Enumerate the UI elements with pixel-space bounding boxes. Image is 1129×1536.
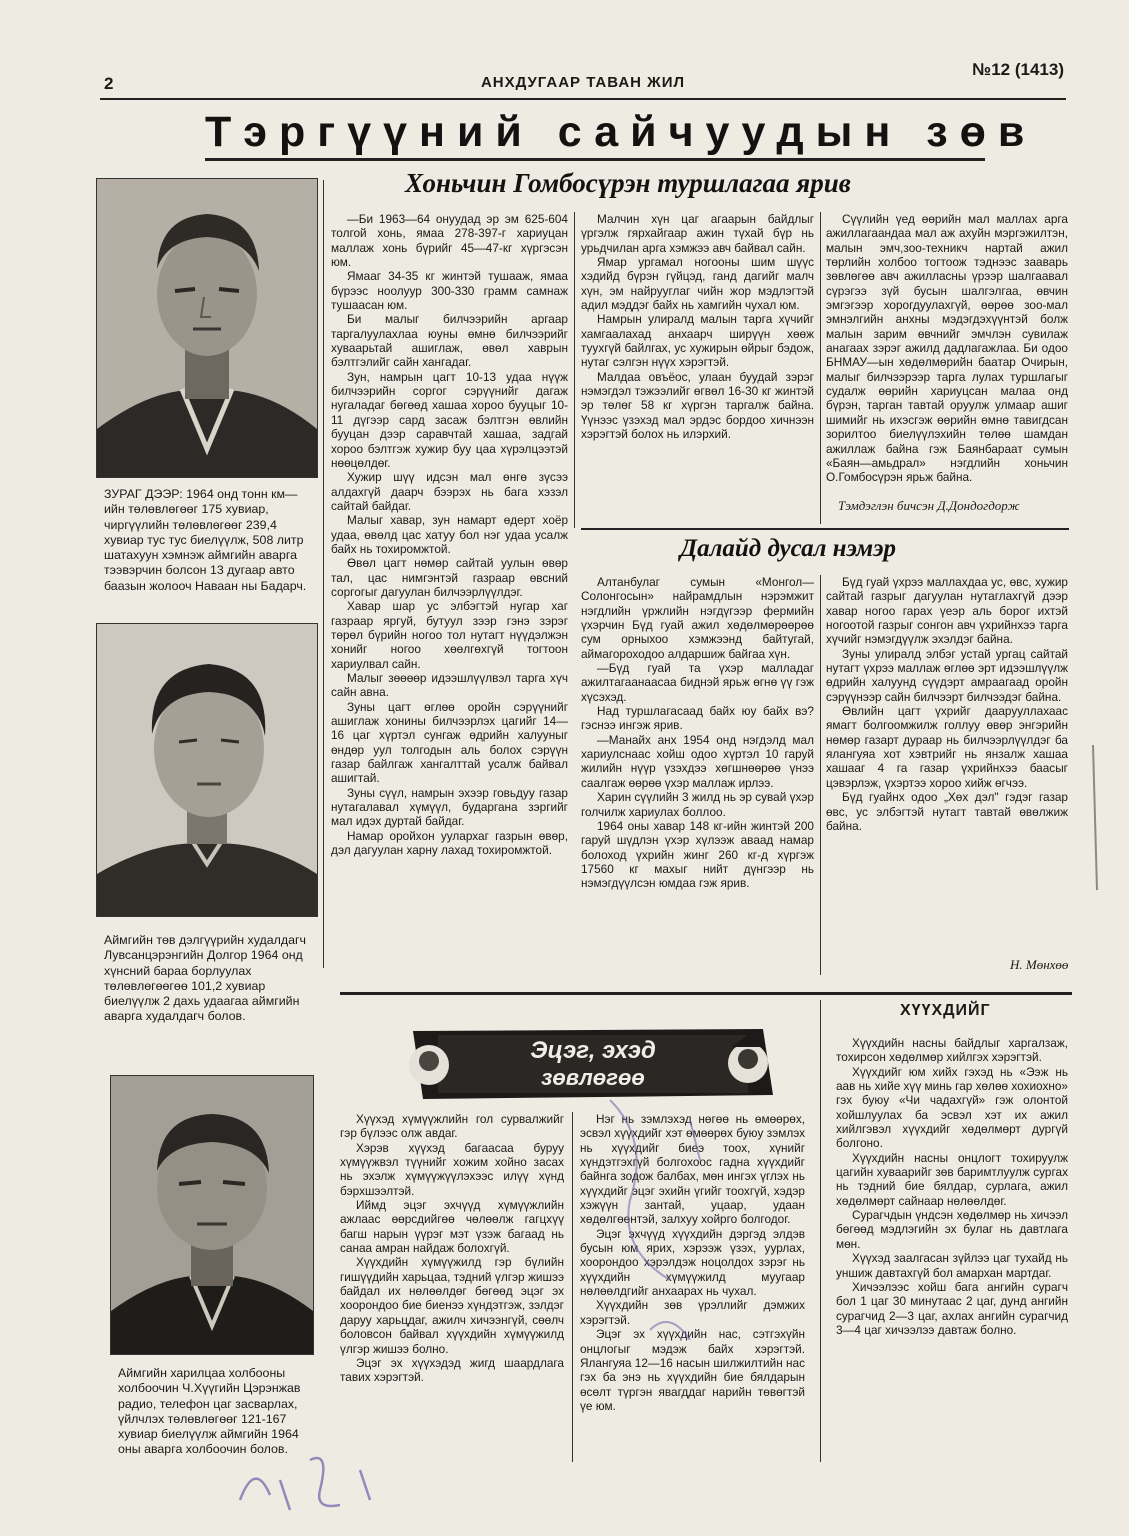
paragraph: Хүүхдийн хүмүүжилд гэр бүлийн гишүүдийн харьцаа, тэдний үлгэр жишээ байдал их нөлөөлдөг бөгөөд эцэг эх хоорондоо бие биенээ хүндэтгэж, зэлдэг даруу харьцдаг, ажилч хичээнгүй, сөөлч боловсон байвал хүүхдийн хүмүүжилд үлгэр жишээ болно. [340, 1255, 564, 1356]
paragraph: Хүүхдийг юм хийх гэхэд нь «Ээж нь аав нь хийе хүү минь гар хөлөө хохиохно» гэх буюу «Чи чадахгүй» гэж олонтой хойшлуулах ба эсвэл хэт их ажил хийлгэвэл хүүхдийг хөдөлмөрт дургүй болгоно. [836, 1064, 1068, 1151]
paragraph: Харин сүүлийн 3 жилд нь эр сувай үхэр голчилж хариулах боллоо. [581, 790, 814, 819]
paragraph: Ямар ургамал ногооны шим шүүс хэдийд бүрэн гүйцэд, ганд дагийг малч хүн, эм найрууглаг чийн жор мэдлэгтэй адил мэддэг байх нь хамгийн чухал юм. [581, 255, 814, 313]
article1-byline: Тэмдэглэн бичсэн Д.Дондогдорж [838, 498, 1020, 513]
photo-tserenjav [110, 1075, 314, 1355]
section-divider-bottom [340, 992, 1072, 995]
paragraph: —Би 1963—64 онуудад эр эм 625-604 толгой хонь, ямаа 278-397-г хариуцан маллаж хонь бүрийг 45—47-кг хүргэсэн юм. [331, 212, 568, 270]
handwritten-ink-scribbles [590, 1080, 750, 1380]
paragraph: Малчин хүн цаг агаарын байдлыг үргэлж гярхайгаар ажин түхай бүр нь урьдчилан арга хэмжээ авч байвал сайн. [581, 212, 814, 255]
banner-line1: Эцэг, эхэд [530, 1037, 656, 1064]
paragraph: Хүүхдийн насны байдлыг харгалзаж, тохирсон хөдөлмөр хийлгэх хэрэгтэй. [836, 1036, 1068, 1065]
paragraph: Над туршлагасаад байх юу байх вэ? гэснээ ингэж ярив. [581, 704, 814, 733]
paragraph: Алтанбулаг сумын «Монгол—Солонгосын» найрамдлын нэрэмжит нэгдлийн үржлийн нэгдүгээр фермийн үхэрчин Бүд гуай ажил хөдөлмөрөөрөө сум орныхоо хэмжээнд байтугай, аймагороходоо алдаршиж байгаа хүн. [581, 575, 814, 661]
column-rule [820, 1000, 821, 1462]
headline-underline [205, 158, 985, 161]
caption-badarch: ЗУРАГ ДЭЭР: 1964 онд тонн км—ийн төлөвлөгөөг 175 хувиар, чиргүүлийн төлөвлөгөөг 239,4 хувиар тус тус биелүүлж, 508 литр шатахуун хэмнэж аймгийн аварга тээвэрчин болсон 13 дугаар авто баазын жолооч Наваан ны Бадарч. [104, 487, 307, 593]
paragraph: Зун, намрын цагт 10-13 удаа нүүж билчээрийн соргог сэрүүнийг дагаж нугаладаг бөгөөд хашаа хороо бууцыг 10-11 дүгээр сард засаж бэлтгэн өвлийн бууцан дээр саравчтай хашаа, задгай хороо бэлтгэж хужир буу цаа хүрэлцээтэй нөөцөлдөг. [331, 369, 568, 470]
paragraph: —Манайх анх 1954 онд нэгдэлд мал хариулснаас хойш одоо хүртэл 10 гаруй жилийн нүүр үзэхдээ хөгшнөөрөө үнээ саалгаж өөрөө үхэр маллаж ирлээ. [581, 732, 814, 790]
paragraph: Хүүхдийн зөв үрэллийг дэмжих хэрэгтэй. [580, 1298, 805, 1327]
paragraph: Хүүхэд заалгасан зүйлээ цаг тухайд нь уншиж давтахгүй бол амархан мартдаг. [836, 1251, 1068, 1280]
issue-number: №12 (1413) [972, 60, 1064, 79]
paragraph: Зуны цагт өглөө оройн сэрүүнийг ашиглаж хонины билчээрлэх цагийг 14—16 цаг хүртэл сунгаж өдрийн халууныг өндөр уул толгодын аль болох сэрүүн газар байлгаж хангалттай усалж байвал ашигтай. [331, 699, 568, 786]
article1-col3 [826, 212, 1068, 494]
article3-col1 [340, 1112, 564, 1462]
paragraph: Намрын улиралд малын тарга хүчийг хамгаалахад анхаарч ширүүн хөөж туухгүй байлгах, ус хужирын өйрыг бэдож, нутаг сэлгэн нүүх хэрэгтэй. [581, 312, 814, 370]
article2-col2 [826, 575, 1068, 935]
article1-title: Хоньчин Гомбосүрэн туршлагаа ярив [405, 168, 851, 198]
column-rule [572, 1112, 573, 1462]
paragraph: Хүүхэд хүмүүжлийн гол сурвалжийг гэр бүлээс олж авдаг. [340, 1112, 564, 1141]
paragraph: Би малыг билчээрийн аргаар таргалуулахлаа юуны өмнө билчээрийг хуваарьтай ашиглаж, өвөл хаврын бэлтгэлийг сайн хангадаг. [331, 312, 568, 370]
paragraph: Хичээлээс хойш бага ангийн сурагч бол 1 цаг 30 минутаас 2 цаг, дунд ангийн сурагчид 2—3 цаг, ахлах ангийн сурагчид 3—4 цаг хичээлээ давтаж болно. [836, 1279, 1068, 1337]
paragraph: Малыг зөөөөр идээшлүүлвэл тарга хүч сайн авна. [331, 671, 568, 700]
caption-dolgor: Аймгийн төв дэлгүүрийн худалдагч Лувсанцэрэнгийн Долгор 1964 онд хүнсний бараа борлуулах төлөвлөгөөгөө 101,2 хувиар биелүүлж 2 дахь удаагаа аймгийн аварга худалдагч болов. [104, 933, 306, 1024]
newspaper-title: АНХДУГААР ТАВАН ЖИЛ [480, 74, 686, 91]
paragraph: Эцэг эх хүүхэдэд жигд шаардлага тавих хэрэгтэй. [340, 1355, 564, 1385]
column-rule-left [323, 180, 324, 968]
section-divider [581, 528, 1069, 530]
page-header [100, 60, 1066, 100]
paragraph: Өвлийн цагт үхрийг даарууллахаас ямагт болгоомжилж голлуу өвөр энгэрийн нөмөр газарт дураар нь билчээрлүүлдэг ба ялангуяа хот хэвтрийг нь янзалж хашаа хашааг 4 га газар үхрийнхээ баасыг цэвэрлэж, үхэртээ хороо хийж өгчээ. [826, 704, 1068, 790]
page-number: 2 [104, 74, 114, 93]
paragraph: —Бүд гуай та үхэр малладаг ажилтагаанаасаа биднэй ярьж өгнө үү гэж хүсэхэд. [581, 661, 814, 704]
main-headline: Тэргүүний сайчуудын зөв [205, 108, 1037, 156]
paragraph: Сүүлийн үед өөрийн мал маллах арга ажиллагаандаа мал аж ахуйн мэргэжилтэн, малын эмч,зоо-техникч нартай ажил төрлийн холбоо тогтоож тэднээс зааварь зөвлөгөө авч ажилласны үрээр шалгаавал сүрэгээ зүй бусын шалгэлгаа, өвчин эмгэгээр хорогдуулахгүй, өөрөө зоо-мал эмнэлгийн анхны мэдэгдэхүүнтэй болж малын зарим өвчнийг эмчлэн сувилаж анагаах зэрэг ажилд дадлагажлаа. Би одоо БНМАУ—ын хөдөлмөрийн баатар Очирын, малыг билчээрээр тарга лулах туршлагыг судалж өөрийн хариуцсан малаа онд бүрэн, тарган тавтай оруулж улмаар ашиг шимийг нь ихэсгэж өөрийн өмнө тавигдсан зорилтоо биелүүлэхийн төлөө шамдан ажиллаж байна гэж Баянбараат сумын «Баян—амьдрал» нэгдлийн хоньчин О.Гомбосүрэн ярьж байна. [826, 212, 1068, 485]
article2-col1 [581, 575, 814, 980]
paragraph: Хэрэв хүүхэд багаасаа буруу хүмүүжвэл түүнийг хожим хойно засах нь эхэлж хүмүүжүүлэхээс илүү хүнд бэрхшээлтэй. [340, 1140, 564, 1198]
paragraph: Бүд гуай үхрээ маллахдаа ус, өвс, хужир сайтай газрыг дагуулан нутаглахгүй дээр хавар ногоо гарах үеэр аль борог ихтэй ногоотой газрыг сонгон авч үхрийнхээ тарга хүчийг нэмэгдүүлж эхэлдэг байна. [826, 575, 1068, 647]
photo-badarch [96, 178, 318, 478]
article2-signature: Н. Мөнхөө [1010, 957, 1069, 972]
paragraph: Хүүхдийн насны онцлогт тохируулж цагийн хуваарийг зөв баримтлуулж сургах нь тэдний бие бялдар, сурлага, ажил хөдөлмөрт сайнаар нөлөөлдөг. [836, 1150, 1068, 1208]
handwritten-ink-marks [220, 1420, 420, 1520]
paragraph: Эцэг эхчүүд хүүхдийн дэргэд элдэв бусын юм ярих, хэрээж үзэх, уурлах, хоорондоо хэрэлдэж ноцолдох зэрэг нь хүүхдийн хүмүүжилд муугаар нөлөөлдгийг анхаарах нь чухал. [580, 1226, 805, 1299]
banner-line2: зөвлөгөө [541, 1065, 645, 1090]
article1-col1 [331, 212, 568, 976]
paragraph: Бүд гуайнх одоо „Хөх дэл" гэдэг газар өвс, ус элбэгтэй нутагт тавтай өвөлжиж байна. [826, 790, 1068, 833]
article2-title: Далайд дусал нэмэр [680, 535, 896, 562]
paragraph: Хужир шүү идсэн мал өнгө зүсээ алдахгүй даарч бээрэх нь бага хэзэл сайтай байдаг. [331, 470, 568, 513]
caption-tserenjav: Аймгийн харилцаа холбооны холбоочин Ч.Хүүгийн Цэрэнжав радио, телефон цаг засварлах, үйлчлэх төлөвлөгөөг 121-167 хувиар биелүүлж аймгийн 1964 оны аварга холбоочин болов. [118, 1366, 301, 1457]
paragraph: Малыг хавар, зун намарт өдерт хоёр удаа, өвөлд цас хатуу бол нэг удаа усалж байх нь тохиромжтой. [331, 513, 568, 556]
paragraph: Эцэг эх хүүхдийн нас, сэтгэхүйн онцлогыг мэдэж байх хэрэгтэй. Ялангуяа 12—16 насын шилжилтийн нас гэх ба энэ нь хүүхдийн бие бялдарын өсөлт түргэн явагддаг нарийн төвөгтэй үе юм. [580, 1327, 805, 1413]
column-rule [820, 575, 821, 975]
article4-title: ХҮҮХДИЙГ [900, 1002, 991, 1019]
column-rule [574, 212, 575, 528]
paragraph: Иймд эцэг эхчүүд хүмүүжлийн ажлаас өөрсдийгөө чөлөөлж гагцхүү багш нарын үүрэг мэт үзэж багаад нь санаа амран найдаж болохгүй. [340, 1198, 564, 1256]
article4-col [836, 1036, 1068, 1456]
paragraph: Зуны сүүл, намрын эхээр говьдуу газар нутагалавал хүмүүл, бударгана зэргийг мал идэх дуртай байдаг. [331, 785, 568, 829]
column-rule [820, 212, 821, 524]
edge-mark [1085, 740, 1105, 900]
article1-col2 [581, 212, 814, 530]
paragraph: Намар оройхон уулархаг газрын өвөр, дэл дагуулан харну лахад тохиромжтой. [331, 828, 568, 858]
paragraph: Зуны улиралд элбэг устай ургац сайтай нутагт үхрээ маллаж өглөө эрт идээшлүүлж өдрийн халуунд сүүдэрт амраагаад оройн сэрүүнээр сайн билчээрт билчээдэг байна. [826, 646, 1068, 704]
paragraph: Хавар шар ус элбэгтэй нугар хаг газраар яргуй, бутуул зээр гэнэ зэрэг төрөл бүрийн ногоо тол нутагт нүүдэлжэн хонийг ногоо хөөлгөхгүй тогтоон хариулвал сайн. [331, 599, 568, 671]
paragraph: Нэг нь зэмлэхэд нөгөө нь өмөөрөх, эсвэл хүүхдийг хэт өмөөрөх буюу зэмлэх нь хүүхдийг биеэ тоох, хүнийг хүндэтгэхгүй болгохоос гадна хүүхдийг байнга зодож балбах, мөн ингэх үглэх нь хүүхдийг эцэг эхийн үгийг тоохгүй, хэдэр хэжүүн зантай, уцаар, удаан хөдөлгөөнтэй, залхуу хойрго болгодог. [580, 1112, 805, 1227]
paragraph: Өвөл цагт нөмөр сайтай уулын өвөр тал, цас нимгэнтэй газраар өвсний соргогыг дагуулан билчээрлүүлдэг. [331, 556, 568, 599]
paragraph: 1964 оны хавар 148 кг-ийн жинтэй 200 гаруй шүдлэн үхэр хүлээж аваад намар болоход үхрийн жинг 260 кг-д хүргэж 17560 кг махыг нийт дүнгээр нь нэмэгдүүлсэн юмдаа гэж ярив. [581, 818, 814, 891]
paragraph: Малдаа овъёос, улаан буудай зэрэг нэмэгдэл тэжээлийг өгвөл 16-30 кг жинтэй эр төлөг 58 кг хүргэн таргалж байна. Үүнээс үзэхэд мал эрдэс бордоо хичнээн хэрэгтэй болох нь илэрхий. [581, 369, 814, 442]
paragraph: Ямааг 34-35 кг жинтэй тушааж, ямаа бүрээс ноолуур 300-330 грамм самнаж тушаасан юм. [331, 269, 568, 313]
photo-dolgor [96, 623, 318, 917]
paragraph: Сурагчдын үндсэн хөдөлмөр нь хичээл бөгөөд мэдлэгийн эх булаг нь давтлага мөн. [836, 1208, 1068, 1251]
